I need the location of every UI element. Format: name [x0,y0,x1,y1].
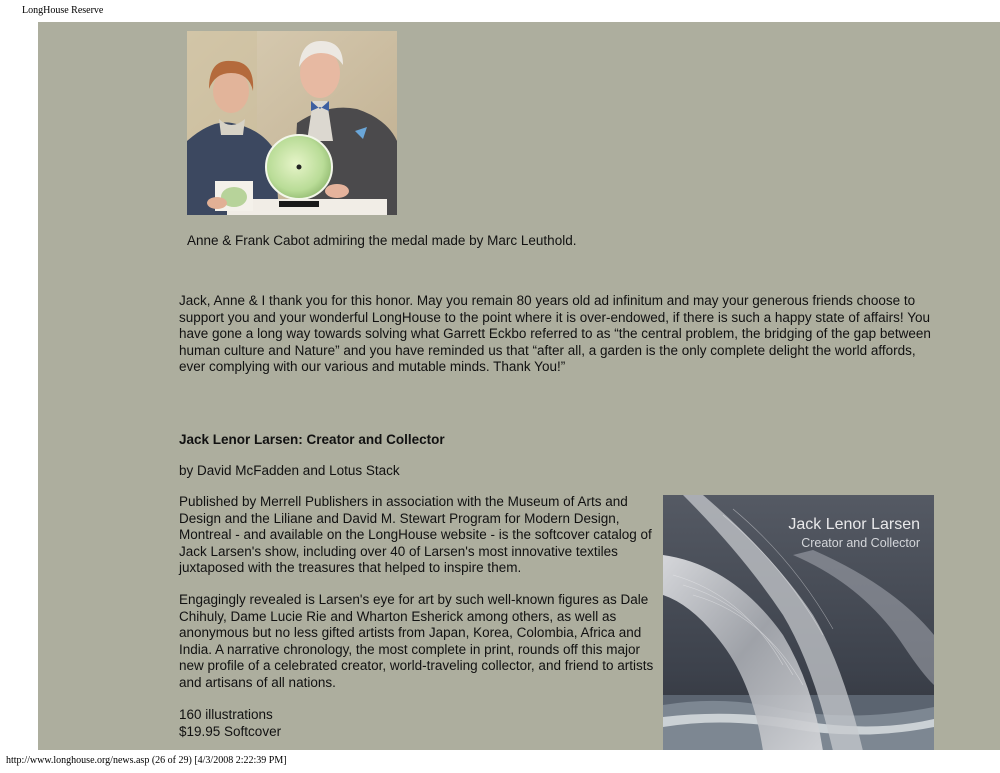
cabot-photo [187,31,397,215]
book-cover-image [663,495,934,750]
book-description-2: Engagingly revealed is Larsen's eye for art by such well-known figures as Dale Chihuly, Dame Lucie Rie and Wharton Esherick among others, as well as anonymous but no less gifted artists from Japan, Korea, Colombia, Africa and India. A narrative chronology, the most complete in print, rounds off this major new profile of a celebrated creator, world-traveling collector, and friend to artists and artisans of all nations. [179,592,654,690]
content-panel [38,22,1000,750]
book-byline: by David McFadden and Lotus Stack [179,463,400,478]
book-info [179,707,281,740]
book-description-1: Published by Merrell Publishers in association with the Museum of Arts and Design and the Liliane and David M. Stewart Program for Modern Design, Montreal - and available on the LongHouse website - is the softcover catalog of Jack Larsen's show, including over 40 of Larsen's most innovative textiles juxtaposed with the treasures that helped to inspire them. [179,494,652,576]
page-footer-url: http://www.longhouse.org/news.asp (26 of 29) [4/3/2008 2:22:39 PM] [6,755,287,766]
book-illustrations: 160 illustrations [179,707,273,722]
page-header-title: LongHouse Reserve [22,5,104,16]
book-cover-subtitle: Creator and Collector [801,536,920,550]
book-cover-title-main: Jack Lenor Larsen [788,516,920,533]
book-cover-title [788,515,920,553]
photo-caption: Anne & Frank Cabot admiring the medal made by Marc Leuthold. [187,233,577,248]
book-title: Jack Lenor Larsen: Creator and Collector [179,432,445,447]
thank-you-quote: Jack, Anne & I thank you for this honor. May you remain 80 years old ad infinitum and may your generous friends choose to support you and your wonderful LongHouse to the point where it is over-endowed, if there is such a happy state of affairs! You have gone a long way towards solving what Garrett Eckbo referred to as “the central problem, the bridging of the gap between human culture and Nature” and you have reminded us that “after all, a garden is the only complete delight the world affords, ever complying with our various and mutable minds. Thank You!” [179,293,931,375]
book-price: $19.95 Softcover [179,723,282,739]
